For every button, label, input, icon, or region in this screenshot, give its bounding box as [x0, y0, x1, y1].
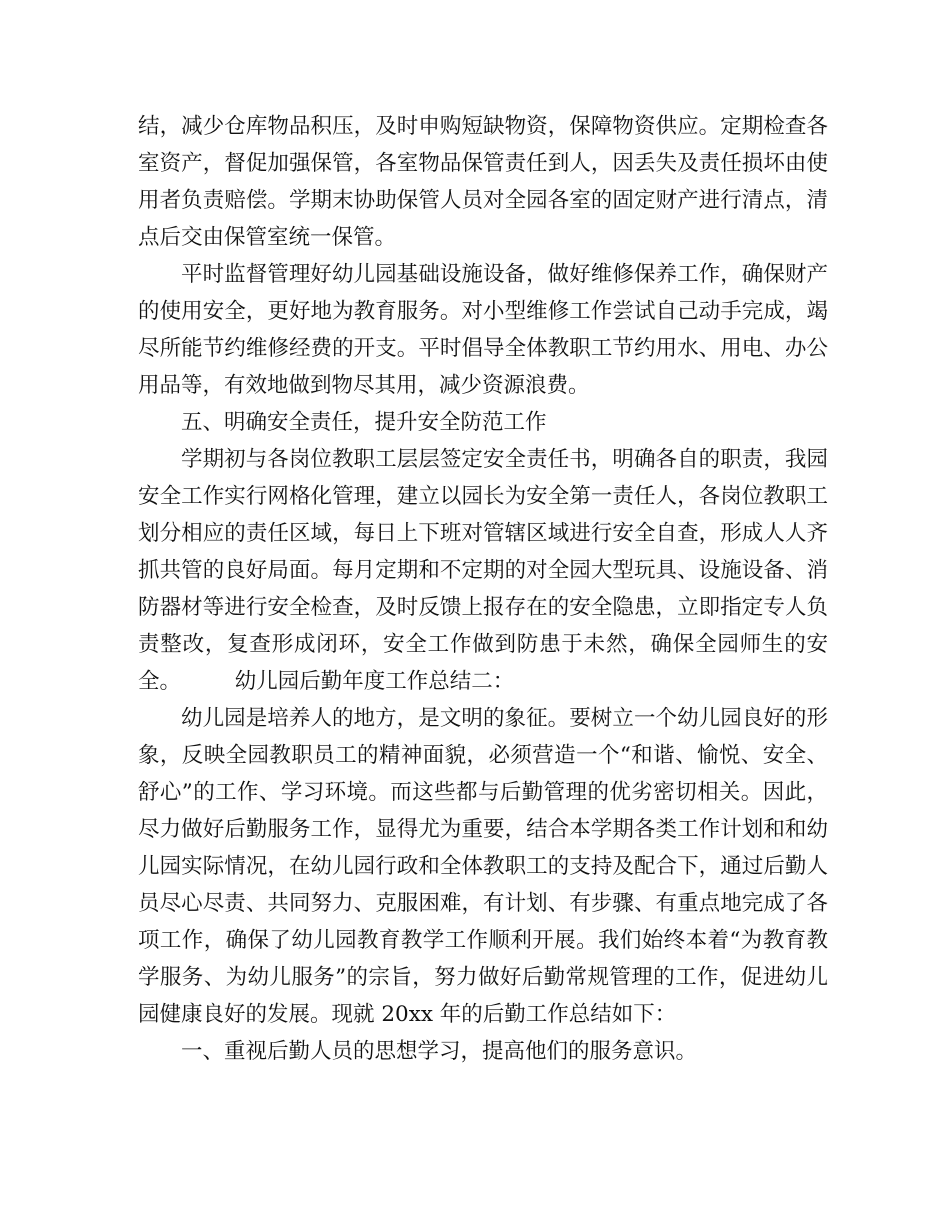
- paragraph-3: 学期初与各岗位教职工层层签定安全责任书，明确各自的职责，我园安全工作实行网格化管理，建立以园长为安全第一责任人，各岗位教职工划分相应的责任区域，每日上下班对管辖区域进行安全自查，形成人人齐抓共管的良好局面。每月定期和不定期的对全园大型玩具、设施设备、消防器材等进行安全检查，及时反馈上报存在的安全隐患，立即指定专人负责整改，复查形成闭环，安全工作做到防患于未然，确保全园师生的安全。 幼儿园后勤年度工作总结二：: [138, 447, 828, 694]
- section-heading-5: 五、明确安全责任，提升安全防范工作: [181, 410, 547, 435]
- document-body: [138, 108, 828, 1070]
- section-heading-1: 一、重视后勤人员的思想学习，提高他们的服务意识。: [181, 1039, 698, 1064]
- paragraph-2: 平时监督管理好幼儿园基础设施设备，做好维修保养工作，确保财产的使用安全，更好地为教育服务。对小型维修工作尝试自己动手完成，竭尽所能节约维修经费的开支。平时倡导全体教职工节约用水、用电、办公用品等，有效地做到物尽其用，减少资源浪费。: [138, 262, 828, 398]
- paragraph-4: 幼儿园是培养人的地方，是文明的象征。要树立一个幼儿园良好的形象，反映全园教职员工的精神面貌，必须营造一个“和谐、愉悦、安全、舒心”的工作、学习环境。而这些都与后勤管理的优劣密切相关。因此，尽力做好后勤服务工作，显得尤为重要，结合本学期各类工作计划和和幼儿园实际情况，在幼儿园行政和全体教职工的支持及配合下，通过后勤人员尽心尽责、共同努力、克服困难，有计划、有步骤、有重点地完成了各项工作，确保了幼儿园教育教学工作顺利开展。我们始终本着“为教育教学服务、为幼儿服务”的宗旨，努力做好后勤常规管理的工作，促进幼儿园健康良好的发展。现就 20xx 年的后勤工作总结如下：: [138, 706, 828, 1027]
- paragraph-1: 结，减少仓库物品积压，及时申购短缺物资，保障物资供应。定期检查各室资产，督促加强保管，各室物品保管责任到人，因丢失及责任损坏由使用者负责赔偿。学期末协助保管人员对全园各室的固定财产进行清点，清点后交由保管室统一保管。: [138, 114, 828, 250]
